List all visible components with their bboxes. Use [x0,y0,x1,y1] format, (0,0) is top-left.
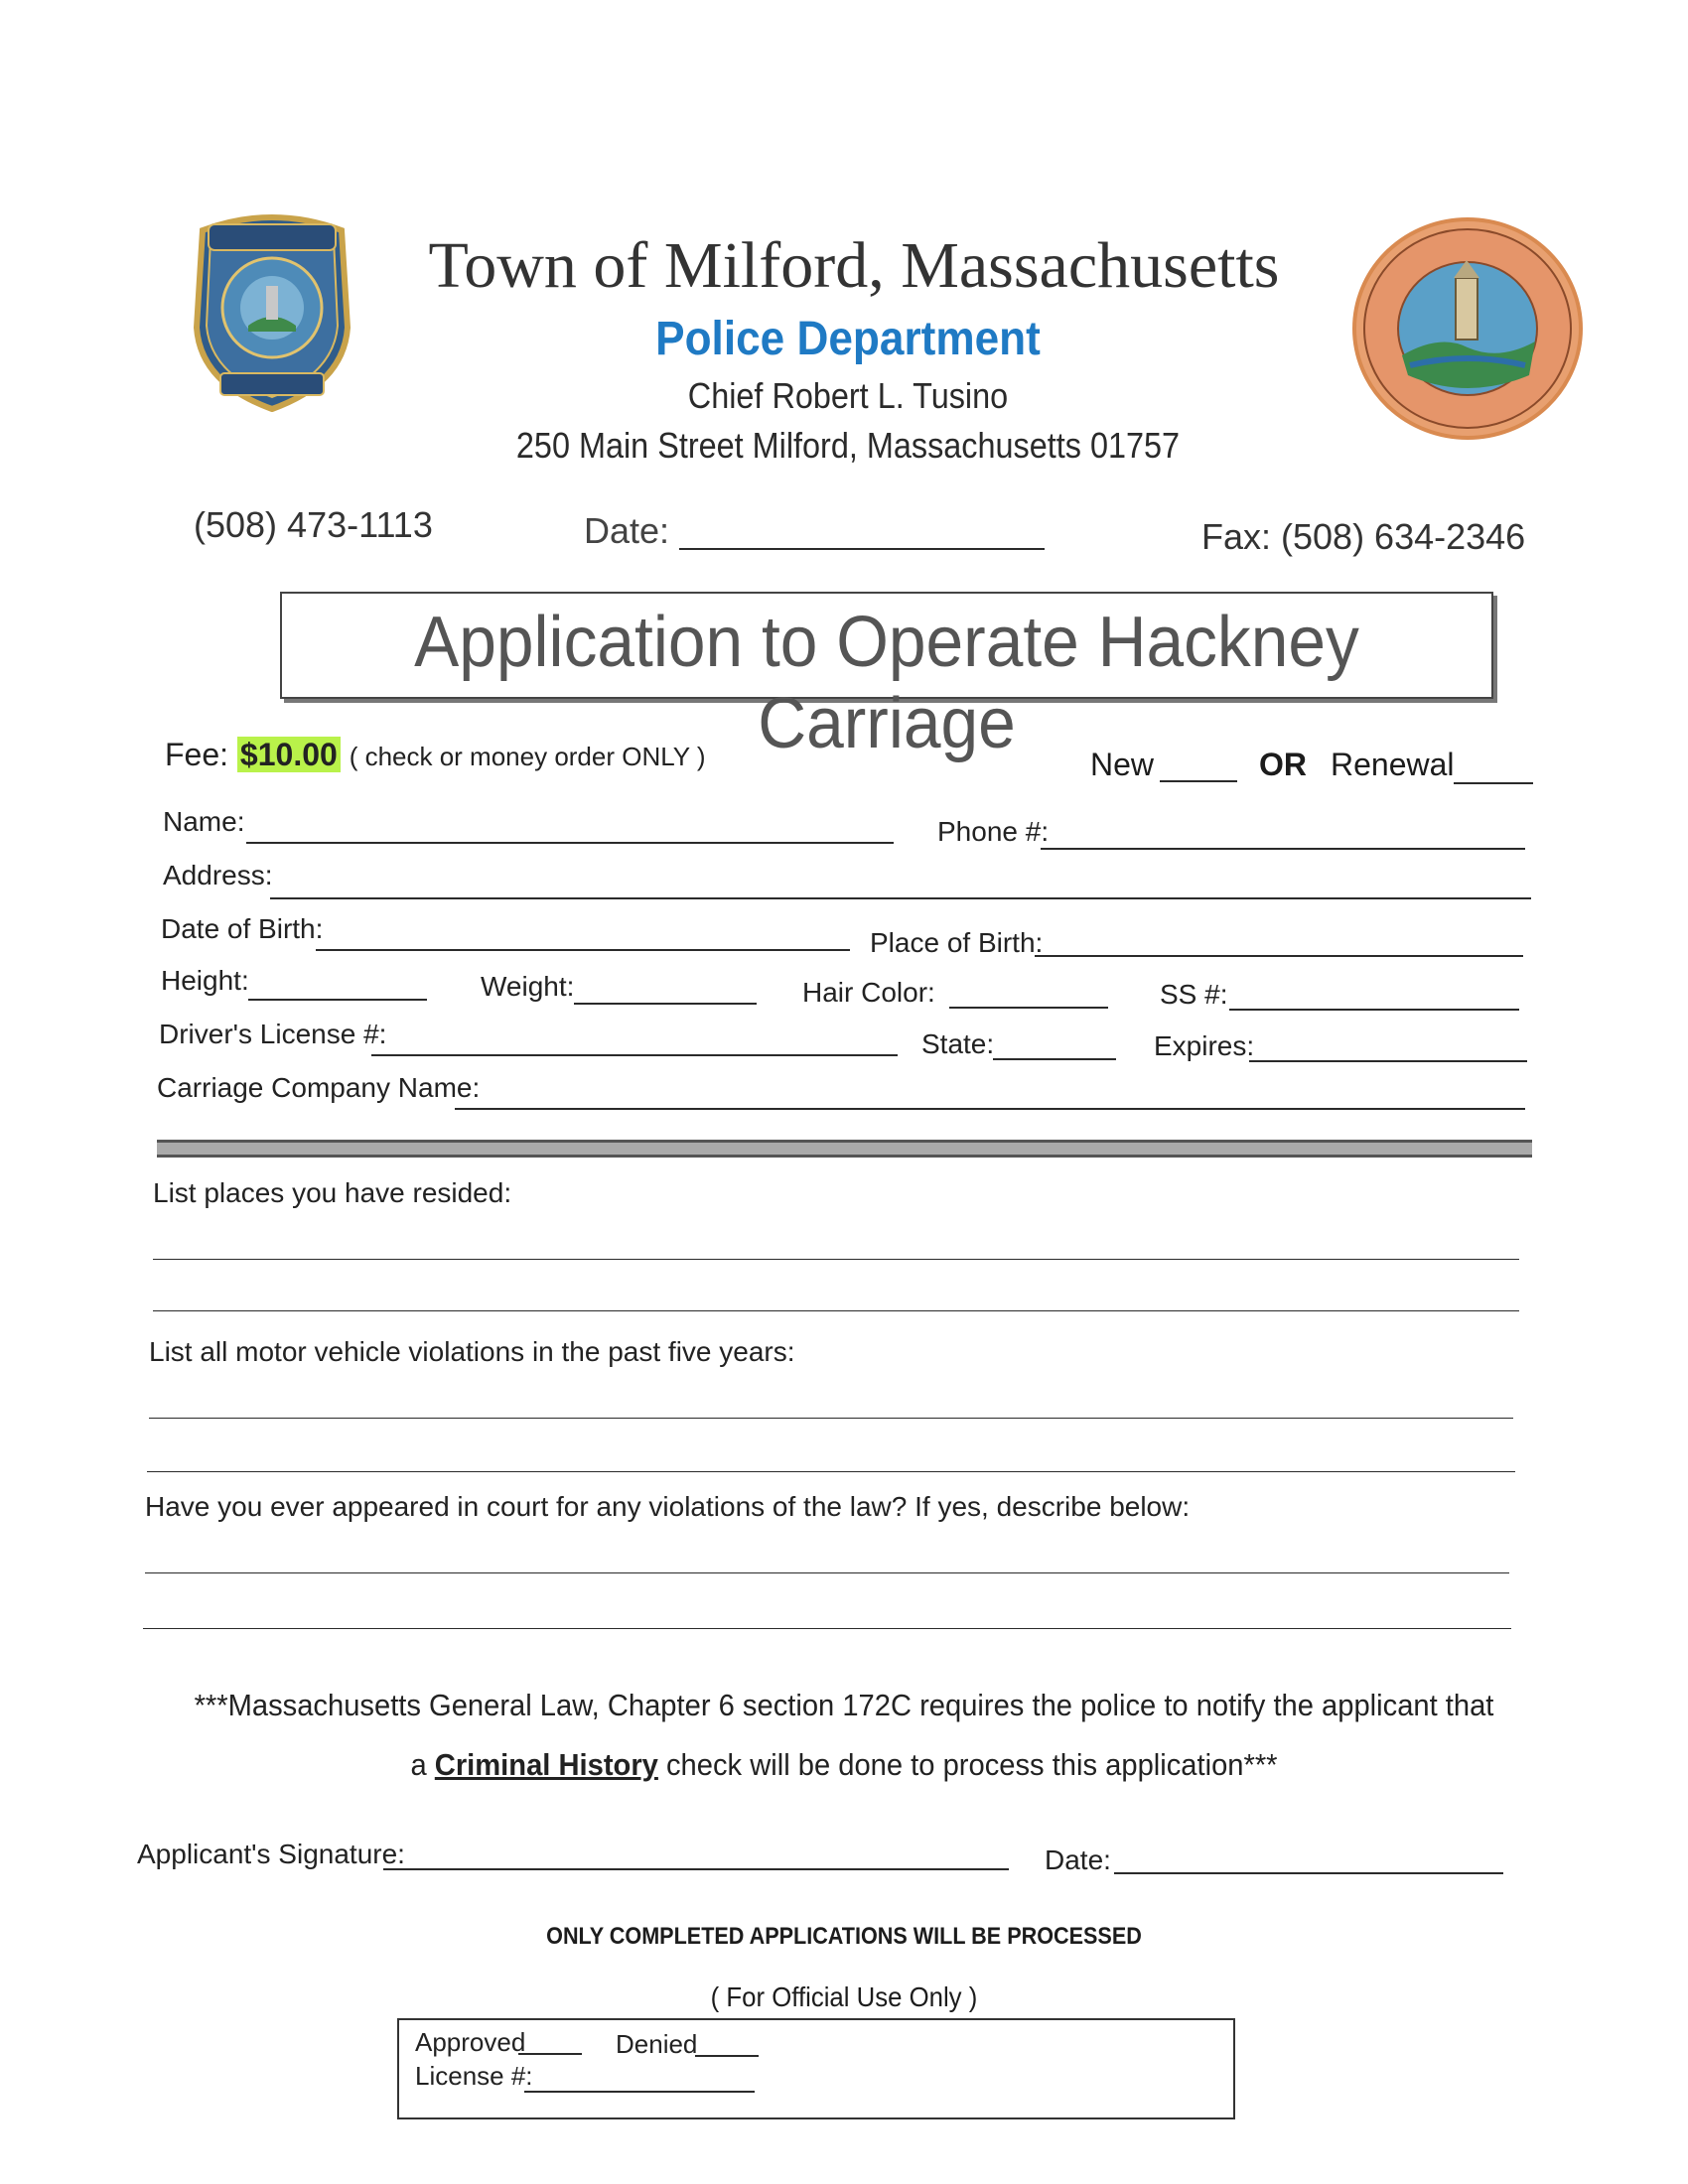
residences-line-1[interactable] [153,1259,1519,1260]
name-field[interactable] [246,842,894,844]
new-blank[interactable] [1160,780,1237,782]
license-label: Driver's License #: [159,1019,387,1049]
phone-label: Phone #: [937,816,1050,847]
signature-label: Applicant's Signature: [137,1839,405,1869]
weight-field[interactable] [574,1003,757,1005]
signature-date-field[interactable] [1114,1872,1503,1874]
company-field[interactable] [455,1108,1525,1110]
department-name: Police Department [655,313,1041,365]
court-line-1[interactable] [145,1572,1509,1573]
expires-label: Expires: [1154,1030,1255,1061]
phone-number: (508) 473-1113 [194,504,433,545]
address-field[interactable] [270,897,1531,899]
signature-field[interactable] [383,1868,1009,1870]
expires-field[interactable] [1249,1060,1527,1062]
approved-label: Approved [415,2027,526,2057]
ss-field[interactable] [1229,1009,1519,1011]
license-field[interactable] [371,1054,898,1056]
official-use-label: ( For Official Use Only ) [710,1981,978,2012]
town-title: Town of Milford, Massachusetts [428,229,1280,302]
form-title: Application to Operate Hackney Carriage [414,603,1359,763]
header-date-label: Date: [584,510,670,551]
company-label: Carriage Company Name: [157,1072,481,1103]
denied-blank[interactable] [695,2055,759,2057]
violations-question: List all motor vehicle violations in the past five years: [149,1336,795,1367]
or-label-wrap [1259,747,1307,783]
residences-line-2[interactable] [153,1310,1519,1311]
renewal-blank[interactable] [1454,782,1533,784]
fee-line [165,737,706,773]
dob-label: Date of Birth: [161,913,324,944]
state-label: State: [921,1028,995,1059]
hair-color-field[interactable] [949,1007,1108,1009]
renewal-label-wrap [1331,747,1455,783]
fee-note: ( check or money order ONLY ) [349,742,706,771]
weight-label: Weight: [481,971,575,1002]
residences-question: List places you have resided: [153,1177,512,1208]
violations-line-1[interactable] [149,1418,1513,1419]
fee-amount: $10.00 [237,737,341,772]
application-type [1090,747,1154,783]
state-field[interactable] [993,1058,1116,1060]
renewal-label: Renewal [1331,747,1455,782]
fee-label: Fee: [165,737,229,772]
or-label: OR [1259,747,1307,782]
statute-suffix: check will be done to process this application*** [657,1747,1278,1782]
header-date-line[interactable] [679,548,1045,550]
pob-field[interactable] [1035,955,1523,957]
height-field[interactable] [248,999,427,1001]
signature-date-label: Date: [1045,1844,1111,1875]
court-question: Have you ever appeared in court for any violations of the law? If yes, describe below: [145,1491,1191,1522]
statute-prefix: a [410,1747,435,1782]
hair-color-label: Hair Color: [802,977,935,1008]
violations-line-2[interactable] [147,1471,1515,1472]
height-label: Height: [161,965,249,996]
dob-field[interactable] [316,949,850,951]
phone-field[interactable] [1041,848,1525,850]
statute-notice-line-2 [51,1747,1637,1783]
court-line-2[interactable] [143,1628,1511,1629]
license-number-field[interactable] [524,2091,755,2093]
criminal-history-text: Criminal History [434,1747,658,1782]
name-label: Name: [163,806,245,837]
ss-label: SS #: [1160,979,1228,1010]
fax-number: Fax: (508) 634-2346 [1201,516,1526,557]
section-divider [157,1140,1532,1158]
new-label: New [1090,747,1155,782]
completed-notice: ONLY COMPLETED APPLICATIONS WILL BE PROCESSED [546,1923,1142,1950]
statute-notice-line-1: ***Massachusetts General Law, Chapter 6 section 172C requires the police to notify the applicant that [194,1688,1494,1722]
pob-label: Place of Birth: [870,927,1044,958]
department-address: 250 Main Street Milford, Massachusetts 01757 [515,425,1181,466]
chief-name: Chief Robert L. Tusino [687,375,1009,416]
license-number-label: License #: [415,2061,533,2091]
denied-label: Denied [616,2029,698,2059]
approved-blank[interactable] [518,2053,582,2055]
address-label: Address: [163,860,273,890]
